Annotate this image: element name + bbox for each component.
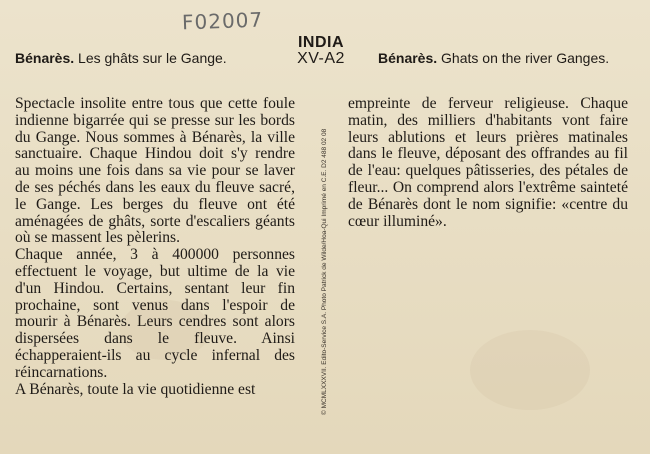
paragraph: Chaque année, 3 à 400000 personnes effectuent le voyage, but ultime de la vie d'un Hindou. Certains, sentant leur fin prochaine, sont venus dans l'espoir de mourir à Bénarès. Leurs cendres sont alors dispersées dans le fleuve. Ainsi échapperaient-ils au cycle infernal des réincarnations. <box>15 246 295 381</box>
series-code: XV-A2 <box>297 50 345 67</box>
paragraph: Spectacle insolite entre tous que cette foule indienne bigarrée qui se presse sur les bords du Gange. Nous sommes à Bénarès, la ville sanctuaire. Chaque Hindou doit s'y rendre au moins une fois dans sa vie pour se laver de ses péchés dans les eaux du fleuve sacré, le Gange. Les berges du fleuve ont été aménagées de ghâts, sorte d'escaliers géants où se massent les pèlerins. <box>15 95 295 247</box>
caption-english <box>378 50 609 66</box>
body-text-left-column <box>15 96 295 398</box>
publisher-divider <box>312 95 330 415</box>
series-country: INDIA <box>297 34 345 51</box>
series-label <box>286 34 356 68</box>
caption-english-text: Ghats on the river Ganges. <box>441 50 610 66</box>
handwritten-reference: F02007 <box>181 7 264 35</box>
paragraph: empreinte de ferveur religieuse. Chaque matin, des milliers d'habitants vont faire leurs ablutions et leurs prières matinales dans le fleuve, déposant des offrandes au fil de l'eau: quelques pâtisseries, des pétales de fleur... On comprend alors l'extrême sainteté de Bénarès dont le nom signifie: «centre du cœur illuminé». <box>348 95 628 230</box>
publisher-line: © MCMLXXXVII. Edito-Service S.A. Photo Patrick de Wilde/Hoa-Qui Imprimé en C.E. D2 488 02 08 <box>321 128 328 415</box>
caption-english-place: Bénarès. <box>378 50 438 66</box>
caption-french-text: Les ghâts sur le Gange. <box>78 50 227 66</box>
paper-stain <box>470 330 590 410</box>
caption-french <box>15 50 227 66</box>
paragraph: A Bénarès, toute la vie quotidienne est <box>15 380 256 398</box>
caption-french-place: Bénarès. <box>15 50 75 66</box>
body-text-right-column <box>348 96 628 230</box>
